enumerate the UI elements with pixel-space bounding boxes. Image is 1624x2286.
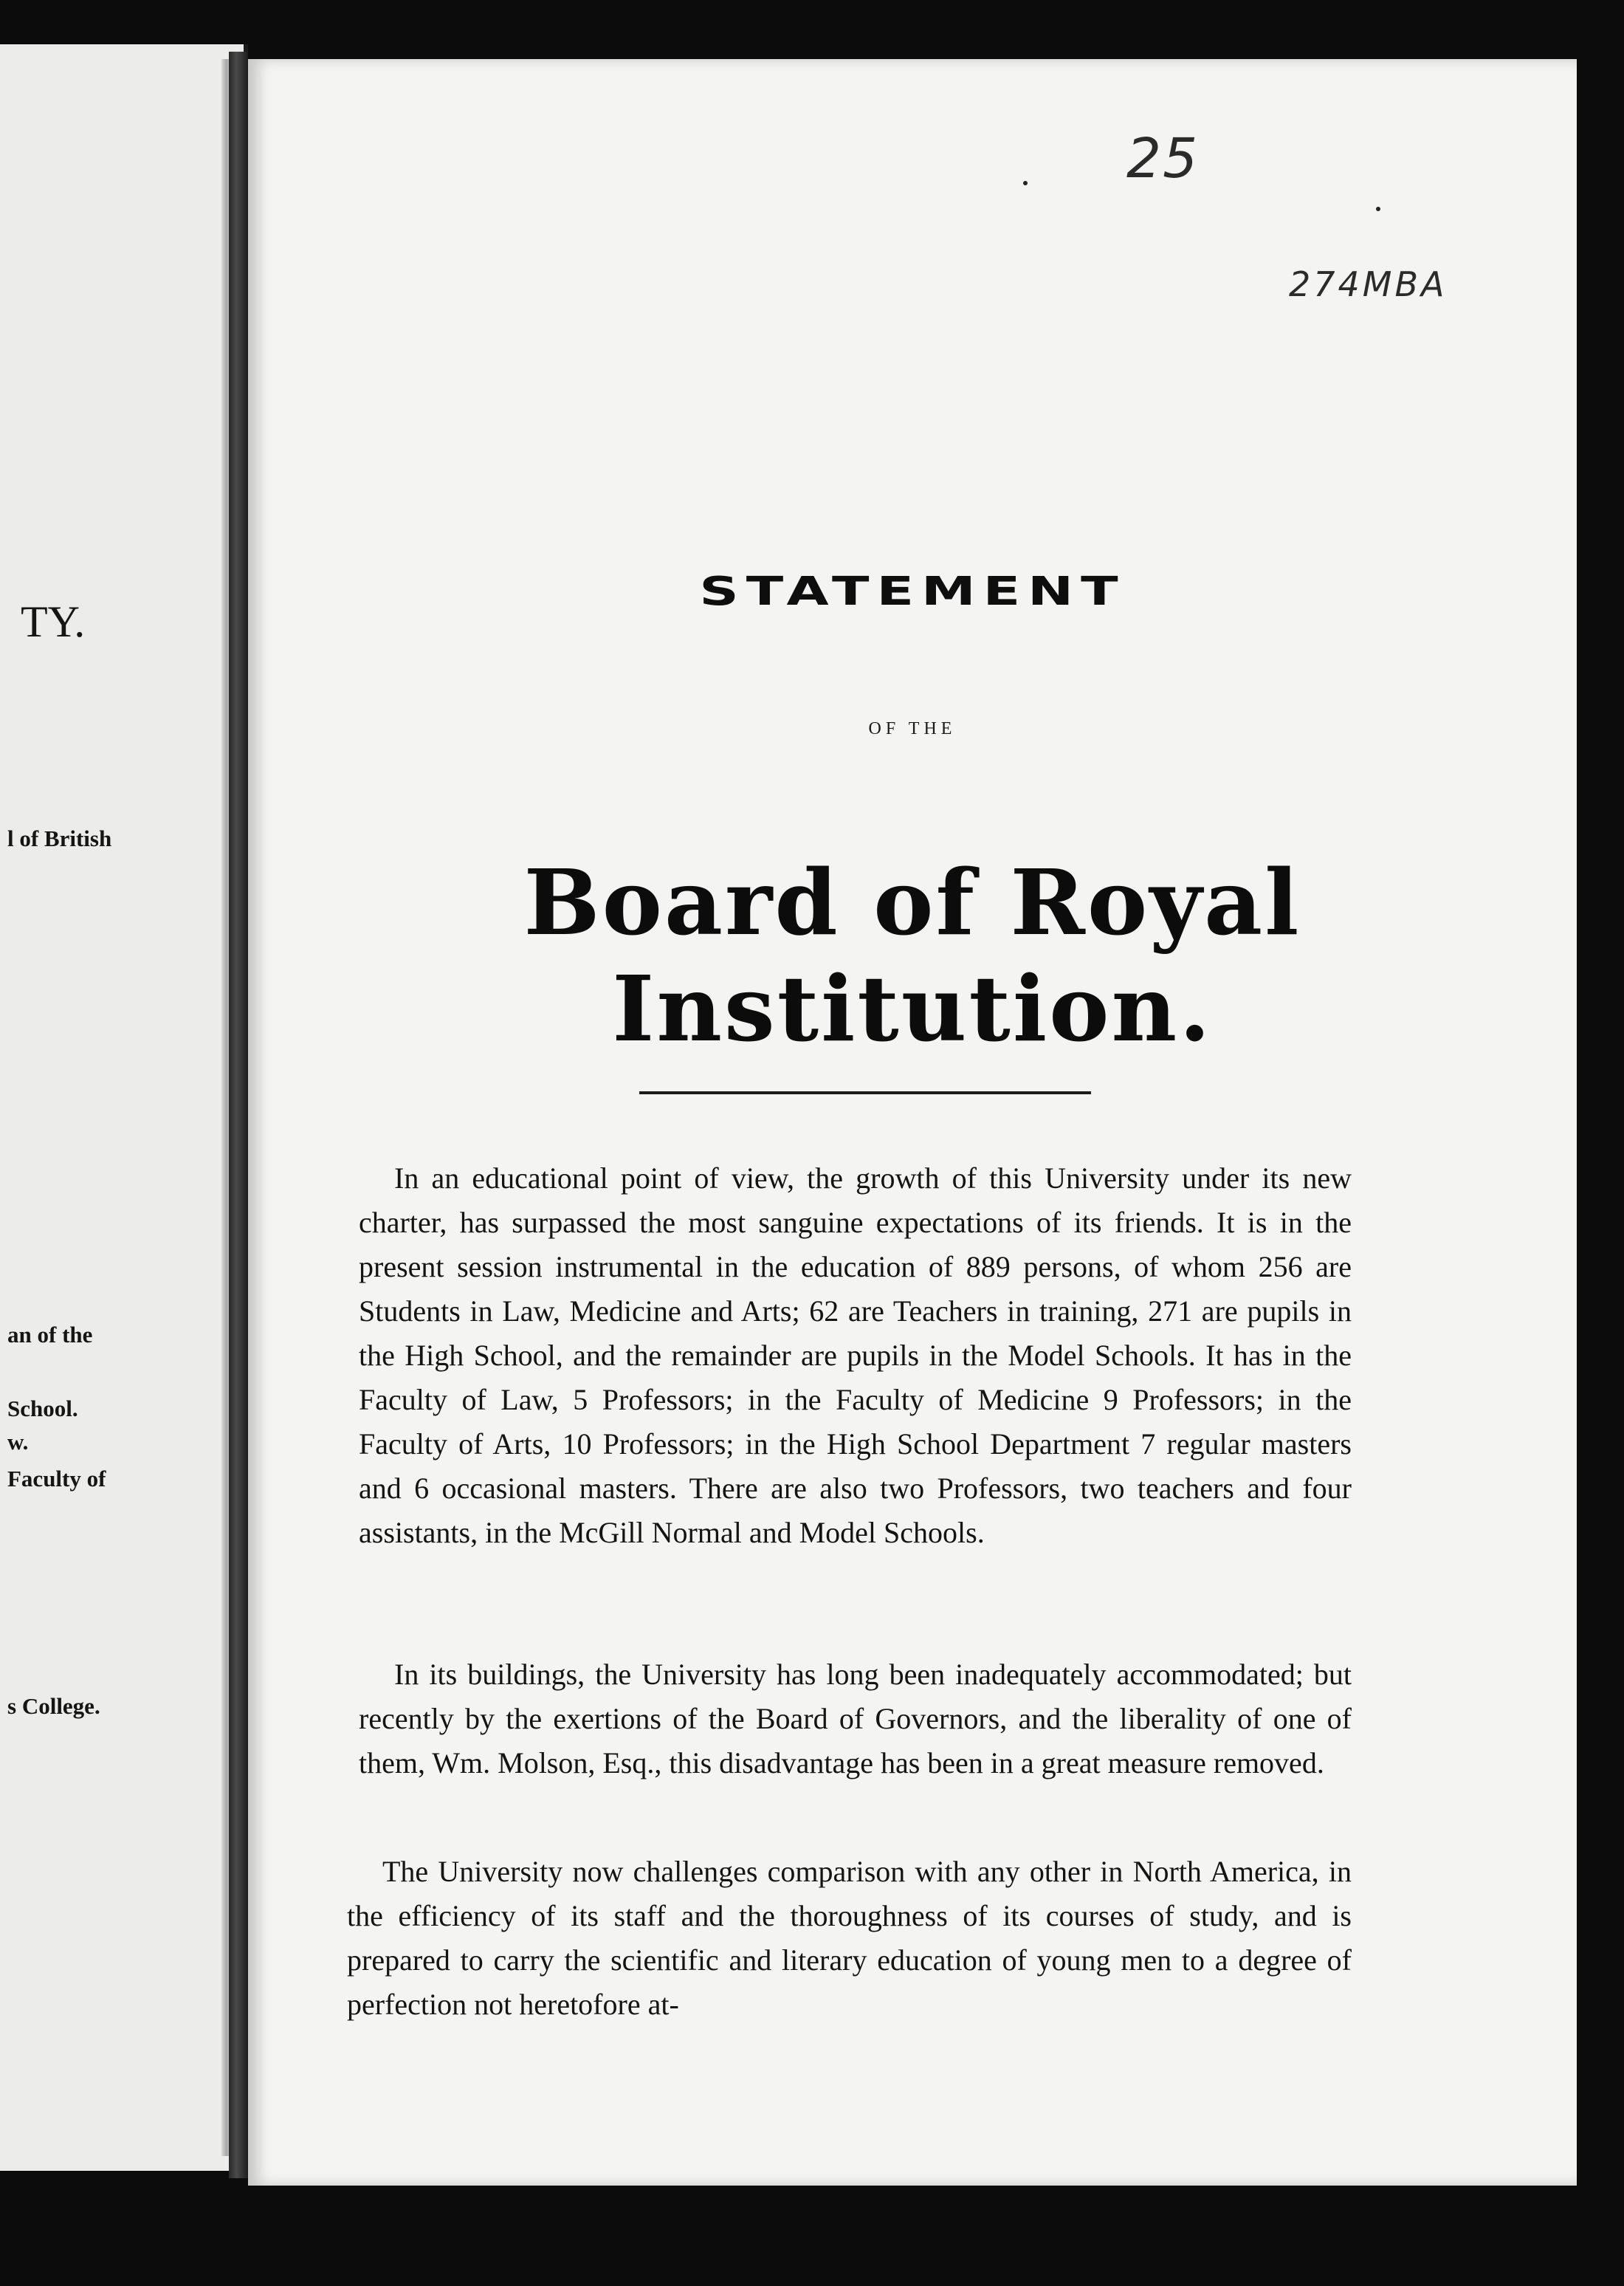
paragraph-text: The University now challenges comparison with any other in North America, in the efficiency of its staff and the thoroughness of its courses of study, and is prepared to carry the scientific and literary education of young men to a degree of perfection not heretofore at- (347, 1855, 1352, 2021)
document-subject: Board of Royal Institution. (523, 849, 1301, 1062)
main-page (248, 59, 1577, 2186)
document-title: STATEMENT (699, 569, 1126, 614)
paragraph-text: In an educational point of view, the growth of this University under its new charter, has surpassed the most sanguine expectations of its friends. It is in the present session instrumental in the education of 889 persons, of whom 256 are Students in Law, Medicine and Arts; 62 are Teachers in training, 271 are pupils in the High School, and the remainder are pupils in the Model Schools. It has in the Faculty of Law, 5 Professors; in the Faculty of Medicine 9 Professors; in the Faculty of Arts, 10 Professors; in the High School Department 7 regular masters and 6 occasional masters. There are also two Professors, two teachers and four assistants, in the McGill Normal and Model Schools. (359, 1161, 1352, 1549)
handwritten-call-number: 274MBA (1289, 264, 1448, 304)
handwritten-page-number: 25 (1126, 127, 1200, 190)
speck (1023, 181, 1028, 185)
book-gutter (229, 52, 248, 2178)
left-page-text: School. (7, 1396, 78, 1421)
left-page-text: w. (7, 1429, 29, 1455)
title-rule (639, 1091, 1091, 1094)
left-page-text: s College. (7, 1693, 100, 1719)
body-paragraph (359, 1156, 1352, 1555)
left-page-fragment (0, 44, 248, 2171)
left-page-text: l of British (7, 826, 112, 851)
speck (1376, 207, 1380, 211)
left-page-text: TY. (21, 597, 86, 646)
title-connector: OF THE (868, 719, 957, 738)
body-paragraph (347, 1850, 1352, 2027)
body-paragraph (359, 1652, 1352, 1785)
paragraph-text: In its buildings, the University has long been inadequately accommodated; but recently by the exertions of the Board of Governors, and the liberality of one of them, Wm. Molson, Esq., this disadvantage has been in a great measure removed. (359, 1658, 1352, 1779)
left-page-text: an of the (7, 1322, 93, 1348)
left-page-text: Faculty of (7, 1466, 106, 1492)
